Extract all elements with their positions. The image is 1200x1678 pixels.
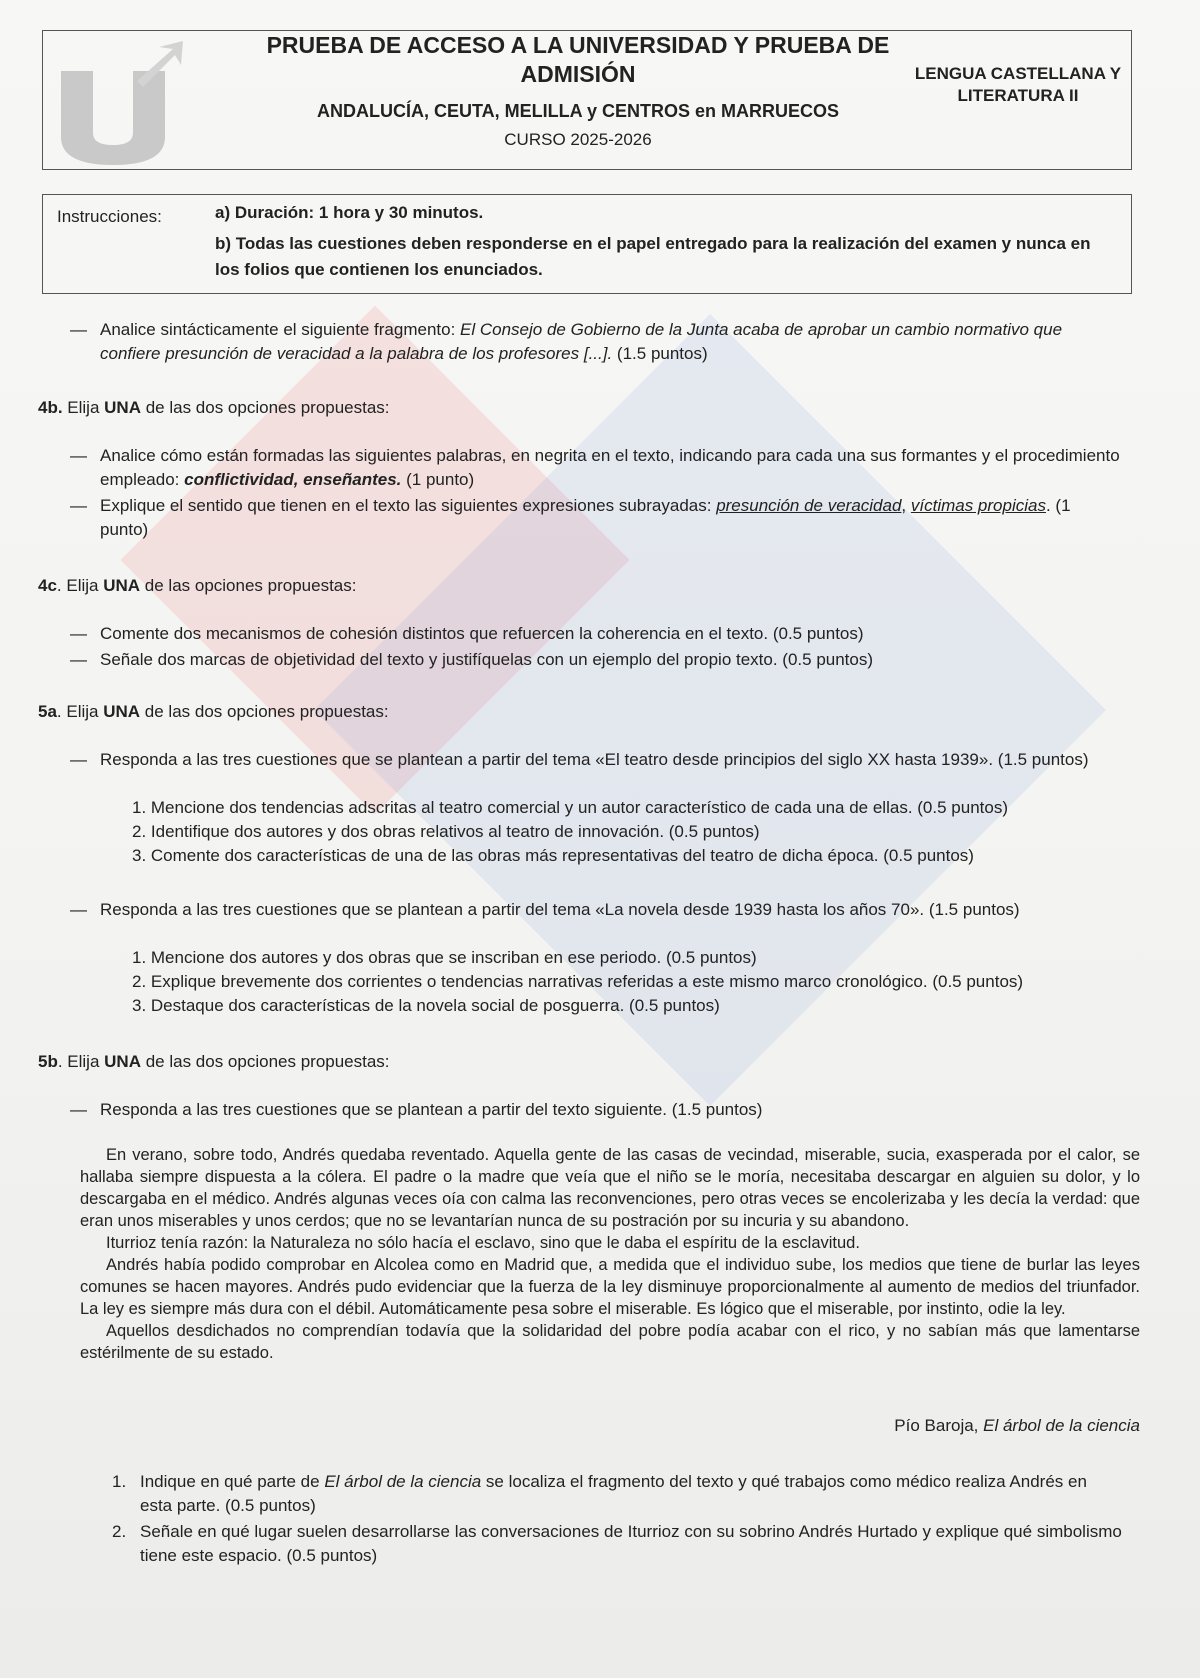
q4b-intro-post: de las dos opciones propuestas: [140,398,390,417]
q5a-intro-pre: . Elija [56,702,104,721]
q4b-opt2-line2: punto) [100,520,149,539]
q5a-opt1-item1: 1. Mencione dos tendencias adscritas al teatro comercial y un autor característico de cada una de ellas. (0.5 puntos) [132,798,1008,817]
watermark-red-diamond [120,305,629,814]
q5b-opt1: Responda a las tres cuestiones que se plantean a partir del texto siguiente. (1.5 puntos) [100,1100,763,1119]
subject-line1: LENGUA CASTELLANA Y [914,64,1122,83]
q4c-number: 4c [38,576,57,595]
q5a-opt1: Responda a las tres cuestiones que se plantean a partir del tema «El teatro desde principios del siglo XX hasta 1939». (1.5 puntos) [100,750,1089,769]
q4b-opt2-expr1: presunción de veracidad [716,496,902,515]
q5a-opt2: Responda a las tres cuestiones que se plantean a partir del tema «La novela desde 1939 hasta los años 70». (1.5 puntos) [100,900,1020,919]
q5b-item1-number: 1. [112,1472,127,1491]
q4b-intro-bold: UNA [104,398,141,417]
q5b-item2-line1 [140,1520,1150,1544]
passage-author: Pío Baroja, [894,1416,984,1435]
exam-subject [903,63,1133,107]
q5a-opt2-item3: 3. Destaque dos características de la novela social de posguerra. (0.5 puntos) [132,996,720,1015]
q4b-opt1-words: conflictividad, enseñantes. [184,470,402,489]
q5a-opt2-dash: — [70,900,87,919]
q4c-opt1-dash: — [70,624,87,643]
subject-line2: LITERATURA II [957,86,1079,105]
exam-course: CURSO 2025-2026 [504,130,652,149]
q4b-number: 4b. [38,398,63,417]
baroja-passage [80,1144,1140,1364]
q5b-intro-post: de las dos opciones propuestas: [140,1052,390,1071]
instruction-duration: a) Duración: 1 hora y 30 minutos. [215,203,484,222]
q4a-points: (1.5 puntos) [612,344,708,363]
q5a-intro-post: de las dos opciones propuestas: [140,702,389,721]
q4b-opt2-dash: — [70,496,87,515]
q4b-opt1-line1: Analice cómo están formadas las siguientes palabras, en negrita en el texto, indicando para cada una sus formantes y el procedimiento [100,446,1120,465]
q4a-fragment-1: El Consejo de Gobierno de la Junta acaba de aprobar un cambio normativo que [460,320,1063,339]
q4b-opt1-pre: empleado: [100,470,185,489]
header-title-block [218,31,938,151]
q4b-opt2-points: . (1 [1045,496,1071,515]
q4c-opt1: Comente dos mecanismos de cohesión distintos que refuercen la coherencia en el texto. (0.5 puntos) [100,624,864,643]
q5b-intro-bold: UNA [104,1052,141,1071]
passage-paragraph-3: Andrés había podido comprobar en Alcolea como en Madrid que, a medida que el individuo sube, los medios que tiene de burlar las leyes comunes se hacen mayores. Andrés pudo evidenciar que la fuerza de la ley disminuye proporcionalmente al aumento de medios del triunfador. La ley es siempre más dura con el débil. Automáticamente pesa sobre el miserable. Es lógico que el miserable, por instinto, odie la ley. [80,1256,1140,1318]
q5b-item1-line1 [140,1470,1150,1494]
q5b-item2-pre: Señale en qué lugar suelen desarrollarse las conversaciones de Iturrioz con su sobrino Andrés Hurtado y explique qué simbolismo [140,1522,1122,1541]
q4b-opt1-line2 [100,468,474,492]
q5b-item1-work: El árbol de la ciencia [324,1472,482,1491]
q5b-heading [38,1050,390,1074]
q4a-line1 [100,318,1140,342]
passage-paragraph-2: Iturrioz tenía razón: la Naturaleza no sólo hacía el esclavo, sino que le daba el espíritu de la esclavitud. [106,1234,860,1252]
q4b-opt2-expr2: víctimas propicias [910,496,1046,515]
q4c-opt2-dash: — [70,650,87,669]
q4c-intro-post: de las opciones propuestas: [140,576,357,595]
q5b-number: 5b [38,1052,58,1071]
q4a-line2 [100,342,1140,366]
q5a-heading [38,700,389,724]
instruction-answer-sheet: b) Todas las cuestiones deben responderse en el papel entregado para la realización del examen y nunca en los folios que contienen los enunciados. [215,234,1091,279]
q4c-opt2: Señale dos marcas de objetividad del texto y justifíquelas con un ejemplo del propio texto. (0.5 puntos) [100,650,874,669]
q4b-opt2-pre: Explique el sentido que tienen en el texto las siguientes expresiones subrayadas: [100,496,717,515]
university-u-logo [55,41,205,166]
q5b-item2-number: 2. [112,1522,127,1541]
q4b-heading [38,396,390,420]
passage-paragraph-1: En verano, sobre todo, Andrés quedaba reventado. Aquella gente de las casas de vecindad, miserable, sucia, exasperada por el calor, se hallaba siempre dispuesta a la cólera. El padre o la madre que veía que el niño se le moría, necesitaba descargar en alguien su dolor, y lo descargaba en el médico. Andrés algunas veces oía con calma las reconvenciones, pero otras veces se encolerizaba y les decía la verdad: que eran unos miserables y unos cerdos; que no se levantarían nunca de su postración por su incuria y su abandono. [80,1146,1140,1230]
q4b-opt1-points: (1 punto) [401,470,475,489]
q4b-opt2-line1 [100,494,1150,518]
q4c-heading [38,574,356,598]
q4a-text: Analice sintácticamente el siguiente fragmento: [100,320,461,339]
header-box [42,30,1132,170]
q5a-intro-bold: UNA [103,702,141,721]
exam-title-line1: PRUEBA DE ACCESO A LA UNIVERSIDAD Y PRUEBA DE [266,32,890,58]
passage-paragraph-4: Aquellos desdichados no comprendían todavía que la solidaridad del pobre podía acabar con el rico, y no sabían más que lamentarse estérilmente de su estado. [80,1322,1140,1362]
q5b-item2-line2: tiene este espacio. (0.5 puntos) [140,1546,378,1565]
q5a-opt2-item1: 1. Mencione dos autores y dos obras que se inscriban en ese periodo. (0.5 puntos) [132,948,757,967]
q5b-intro-pre: . Elija [57,1052,105,1071]
passage-attribution [780,1414,1140,1438]
q4b-opt2-sep: , [901,496,911,515]
instructions-label: Instrucciones: [57,207,162,226]
q4a-dash: — [70,320,87,339]
q5a-number: 5a [38,702,57,721]
q5b-item1-line2: esta parte. (0.5 puntos) [140,1496,316,1515]
q5a-opt1-dash: — [70,750,87,769]
instructions-box [42,194,1132,294]
q5a-opt2-item2: 2. Explique brevemente dos corrientes o tendencias narrativas referidas a este mismo marco cronológico. (0.5 puntos) [132,972,1024,991]
q5a-opt1-item3: 3. Comente dos características de una de las obras más representativas del teatro de dicha época. (0.5 puntos) [132,846,974,865]
q5b-item1-post: se localiza el fragmento del texto y qué trabajos como médico realiza Andrés en [481,1472,1087,1491]
q5b-item1-pre: Indique en qué parte de [140,1472,325,1491]
q4c-intro-pre: . Elija [56,576,104,595]
q4a-fragment-2: confiere presunción de veracidad a la palabra de los profesores [...]. [100,344,613,363]
passage-work: El árbol de la ciencia [983,1416,1140,1435]
exam-region: ANDALUCÍA, CEUTA, MELILLA y CENTROS en MARRUECOS [317,101,839,121]
q5b-opt1-dash: — [70,1100,87,1119]
q4b-intro-pre: Elija [62,398,105,417]
exam-title-line2: ADMISIÓN [520,61,636,87]
q4b-opt1-dash: — [70,446,87,465]
q5a-opt1-item2: 2. Identifique dos autores y dos obras relativos al teatro de innovación. (0.5 puntos) [132,822,760,841]
q4c-intro-bold: UNA [103,576,141,595]
